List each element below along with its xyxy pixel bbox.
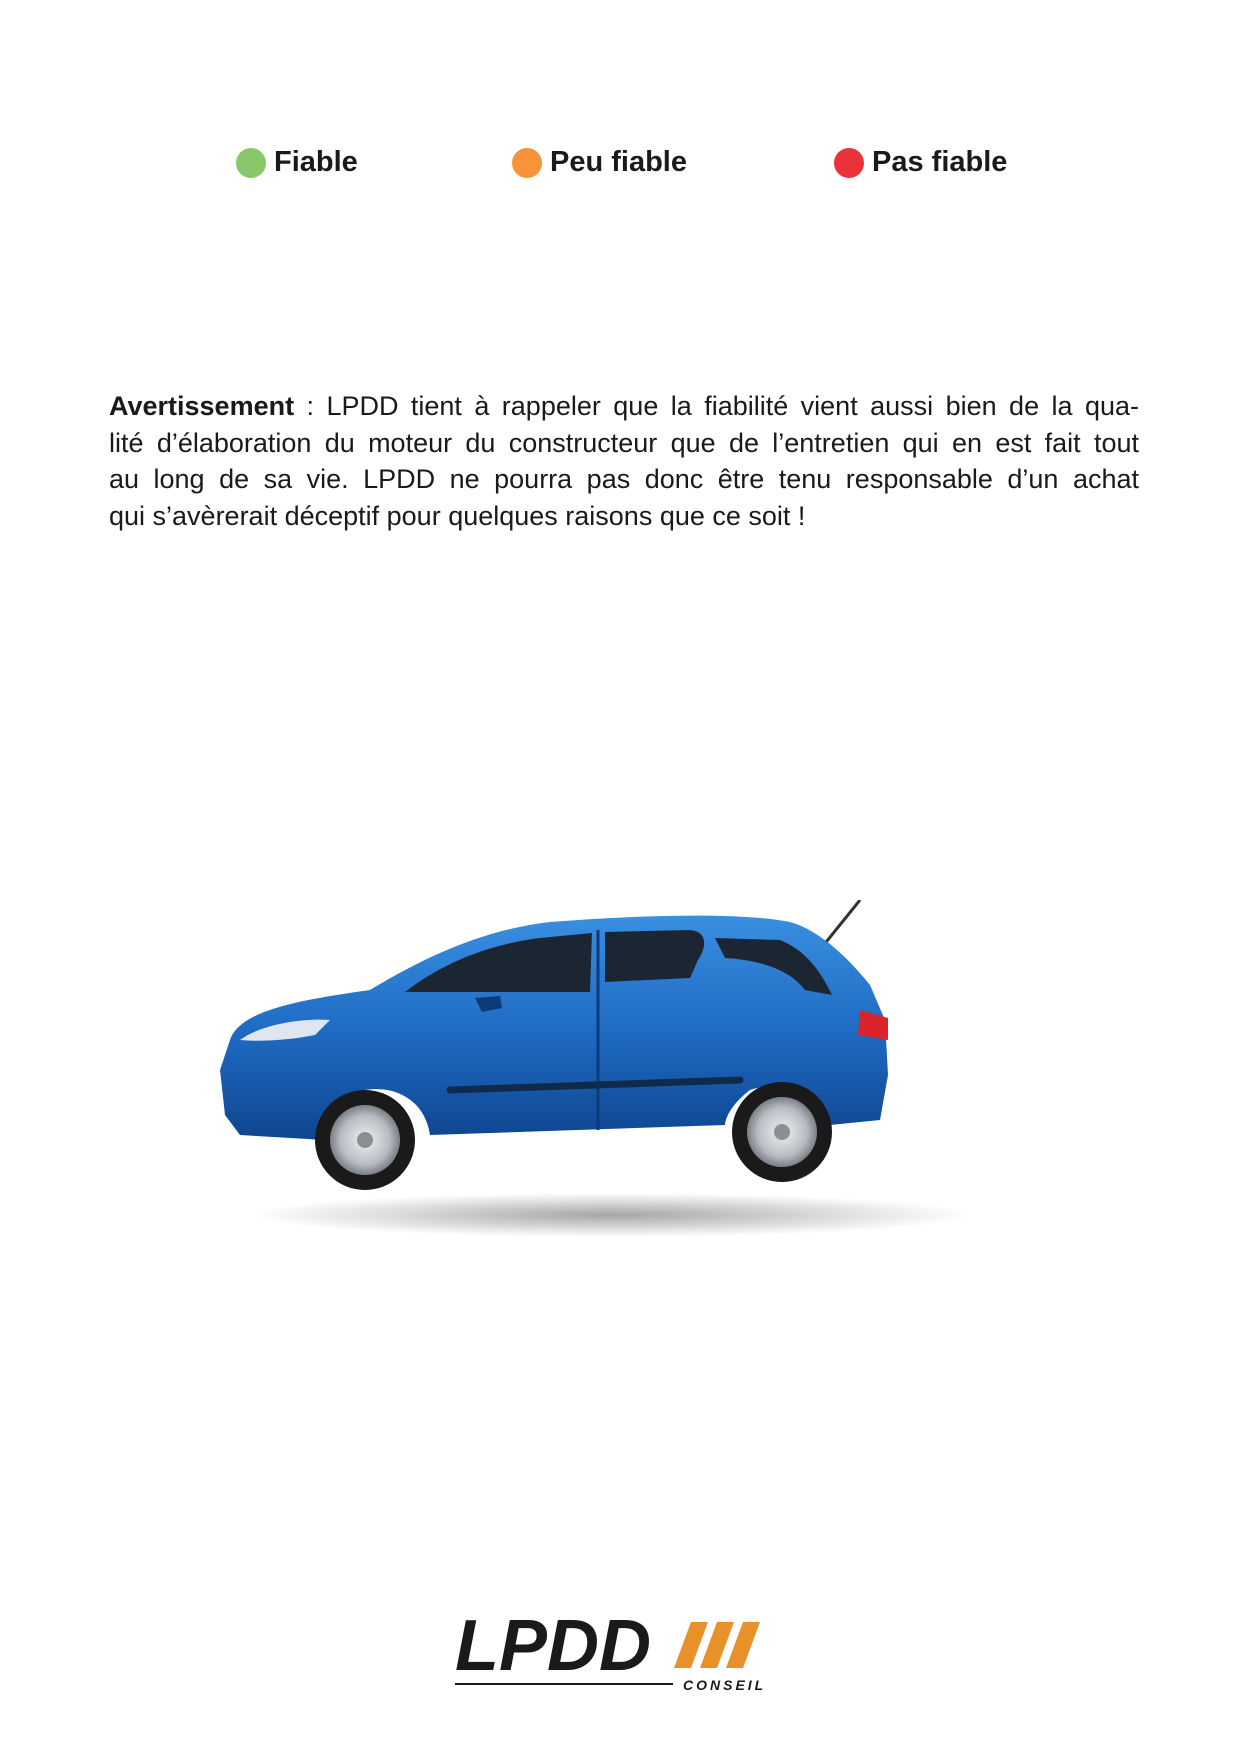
lpdd-logo <box>455 1600 795 1710</box>
warning-line <box>109 388 1139 425</box>
warning-line: qui s’avèrerait déceptif pour quelques raisons que ce soit ! <box>109 500 806 531</box>
warning-title: Avertissement <box>109 391 295 421</box>
legend-label: Fiable <box>274 146 358 178</box>
red-dot-icon <box>834 148 864 178</box>
legend-label: Peu fiable <box>550 146 687 178</box>
warning-paragraph <box>109 388 1139 534</box>
legend-item-pas-fiable <box>834 146 1007 179</box>
logo-tagline: CONSEIL <box>683 1677 767 1693</box>
logo-wordmark: LPDD <box>455 1606 651 1686</box>
warning-line: au long de sa vie. LPDD ne pourra pas donc être tenu responsable d’un achat <box>109 464 1139 494</box>
car-illustration <box>220 900 1000 1240</box>
orange-dot-icon <box>512 148 542 178</box>
warning-text: LPDD tient à rappeler que la fiabilité vient aussi bien de la qua- <box>314 391 1139 421</box>
legend-item-fiable <box>236 146 358 179</box>
green-dot-icon <box>236 148 266 178</box>
warning-line: lité d’élaboration du moteur du constructeur que de l’entretien qui en est fait tout <box>109 427 1139 458</box>
warning-separator: : <box>294 391 315 421</box>
legend-item-peu-fiable <box>512 146 687 179</box>
legend-label: Pas fiable <box>872 146 1008 178</box>
